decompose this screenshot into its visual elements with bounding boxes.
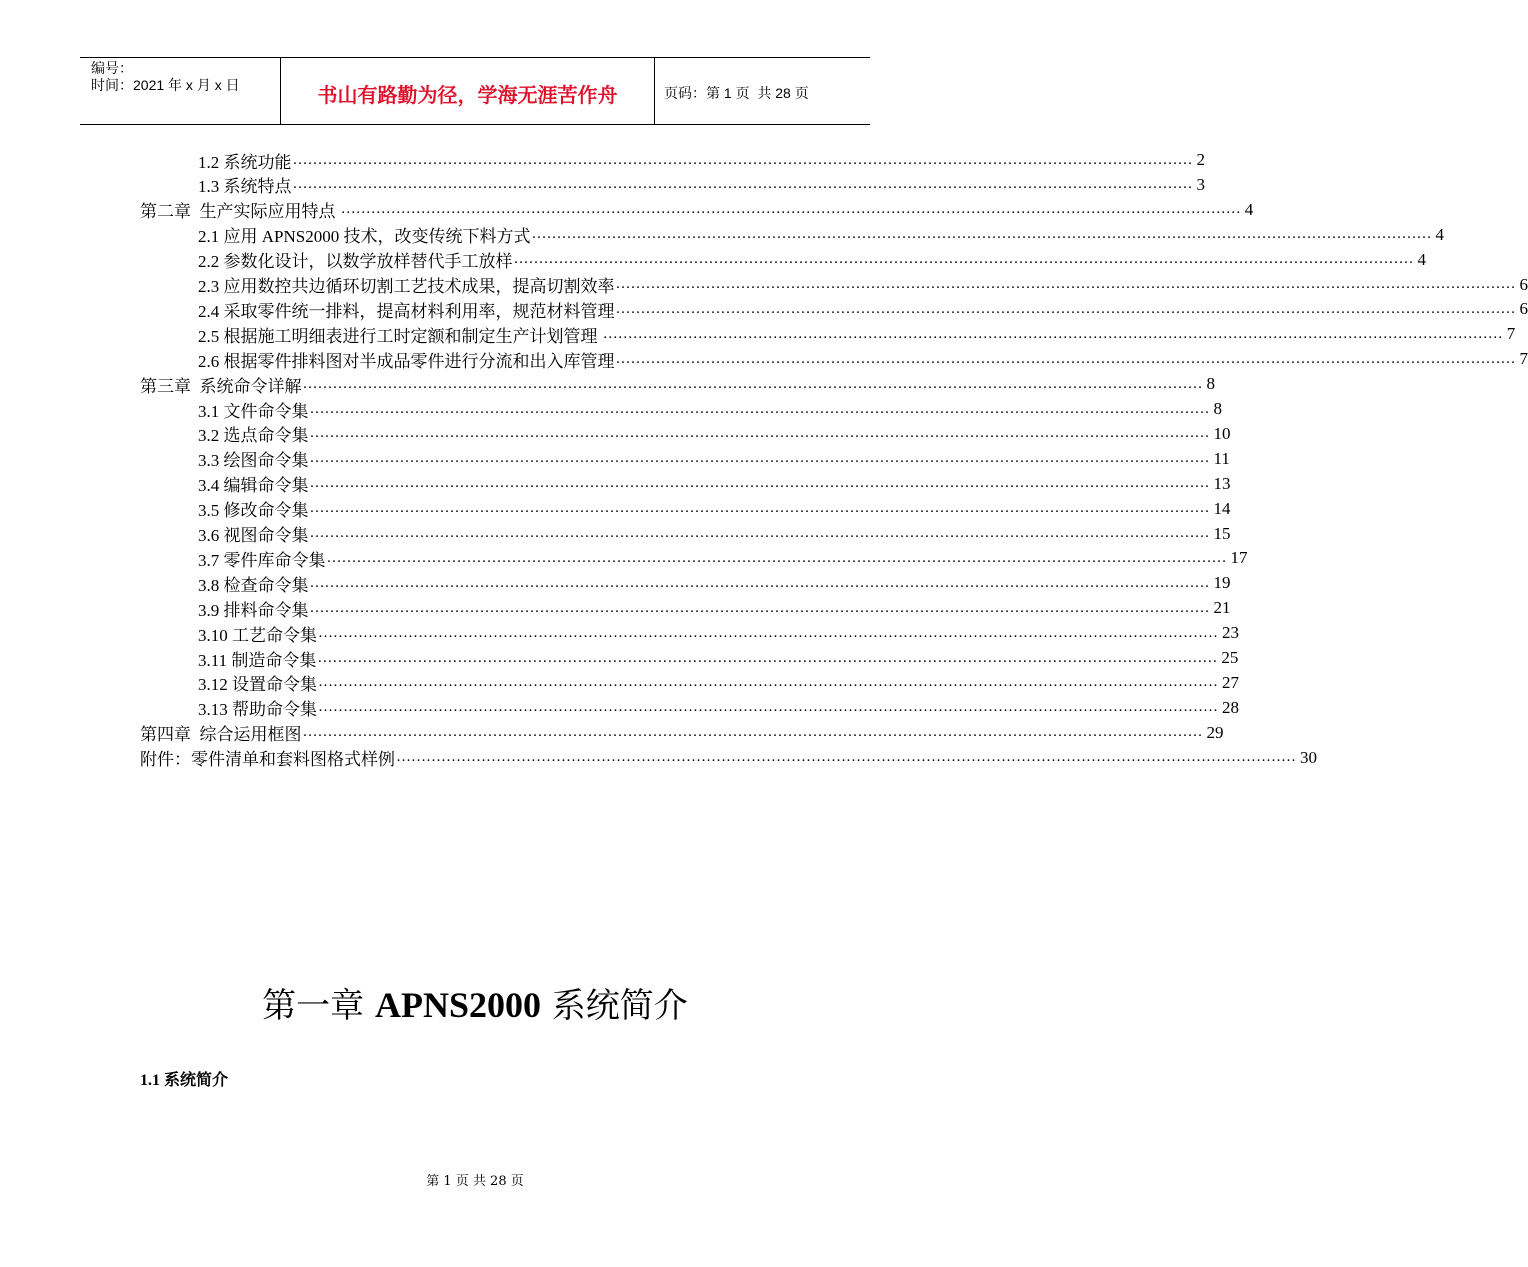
toc-entry-title: 3.8 检查命令集 [198, 575, 309, 595]
toc-entry-page: 14 [1213, 498, 1231, 518]
toc-entry[interactable] [198, 646, 1239, 670]
toc-entry[interactable] [198, 173, 1205, 197]
toc-entry[interactable] [140, 746, 1317, 770]
chapter-product-name: APNS2000 [374, 985, 541, 1025]
toc-entry[interactable] [140, 372, 1215, 396]
toc-entry-page: 21 [1213, 598, 1231, 618]
toc-entry[interactable] [198, 273, 1528, 297]
toc-leader-dots: ……………………………………………………………………………………………………………………………………………………………… [615, 276, 1516, 292]
toc-entry-title: 2.2 参数化设计，以数学放样替代手工放样 [198, 252, 513, 272]
document-header [80, 57, 870, 125]
toc-entry-page: 25 [1221, 648, 1239, 667]
toc-entry[interactable] [140, 198, 1254, 222]
toc-entry-page: 3 [1196, 174, 1205, 194]
toc-entry[interactable] [198, 571, 1231, 595]
header-page-info [655, 58, 870, 124]
toc-entry[interactable] [140, 721, 1224, 745]
toc-entry[interactable] [198, 322, 1516, 346]
toc-leader-dots: ……………………………………………………………………………………………………………………………………………………………… [326, 549, 1227, 566]
page-footer: 第 1 页 共 28 页 [426, 1174, 524, 1189]
toc-leader-dots: ……………………………………………………………………………………………………………………………………………………………… [309, 450, 1210, 467]
toc-entry-title: 3.7 零件库命令集 [198, 550, 326, 570]
toc-entry-title: 2.5 根据施工明细表进行工时定额和制定生产计划管理 [198, 326, 602, 346]
document-date: 时间：2021 年 x 月 x 日 [91, 77, 240, 93]
toc-entry-title: 2.6 根据零件排料图对半成品零件进行分流和出入库管理 [198, 351, 615, 371]
toc-leader-dots: ……………………………………………………………………………………………………………………………………………………………… [302, 375, 1203, 392]
toc-leader-dots: ……………………………………………………………………………………………………………………………………………………………… [615, 350, 1516, 367]
toc-entry-page: 7 [1506, 324, 1516, 344]
toc-leader-dots: ……………………………………………………………………………………………………………………………………………………………… [531, 226, 1432, 243]
toc-entry-page: 27 [1222, 672, 1239, 692]
toc-entry-title: 2.3 应用数控共边循环切割工艺技术成果，提高切割效率 [198, 277, 615, 296]
toc-entry-title: 第二章 生产实际应用特点 [140, 202, 340, 222]
toc-entry-page: 4 [1435, 224, 1444, 244]
toc-entry-title: 2.1 应用 APNS2000 技术，改变传统下料方式 [198, 227, 531, 247]
toc-entry-title: 3.11 制造命令集 [198, 650, 317, 670]
toc-entry-title: 3.1 文件命令集 [198, 401, 309, 421]
toc-entry-page: 28 [1222, 697, 1239, 717]
toc-entry-page: 17 [1230, 548, 1248, 568]
toc-entry[interactable] [198, 472, 1231, 496]
toc-entry-page: 11 [1213, 448, 1230, 468]
toc-entry-title: 第三章 系统命令详解 [140, 376, 302, 396]
toc-entry-page: 23 [1222, 623, 1239, 643]
toc-entry[interactable] [198, 148, 1205, 172]
toc-leader-dots: ……………………………………………………………………………………………………………………………………………………………… [292, 151, 1193, 168]
toc-leader-dots: ……………………………………………………………………………………………………………………………………………………………… [602, 325, 1503, 342]
chapter-title [0, 978, 950, 1027]
section-title: 1.1 系统简介 [140, 1072, 229, 1089]
toc-entry[interactable] [198, 248, 1426, 272]
toc-entry[interactable] [198, 621, 1239, 645]
toc-leader-dots: ……………………………………………………………………………………………………………………………………………………………… [340, 201, 1241, 218]
document-number-label: 编号： [91, 60, 133, 76]
toc-entry-page: 2 [1196, 150, 1205, 169]
toc-entry-page: 7 [1519, 349, 1528, 369]
toc-entry-page: 4 [1417, 249, 1426, 269]
toc-entry-page: 15 [1213, 523, 1231, 543]
toc-entry-page: 4 [1244, 199, 1254, 219]
toc-entry-title: 3.3 绘图命令集 [198, 451, 309, 471]
toc-entry-page: 13 [1213, 473, 1231, 493]
toc-entry[interactable] [198, 596, 1231, 620]
page-info-text: 页码：第 1 页 共 28 页 [664, 85, 809, 101]
toc-entry[interactable] [198, 546, 1248, 570]
toc-entry-page: 6 [1519, 274, 1528, 294]
toc-leader-dots: ……………………………………………………………………………………………………………………………………………………………… [309, 525, 1210, 541]
toc-entry[interactable] [198, 671, 1239, 695]
toc-entry-title: 3.4 编辑命令集 [198, 476, 309, 496]
toc-entry-title: 3.6 视图命令集 [198, 526, 309, 545]
toc-entry-title: 3.12 设置命令集 [198, 675, 317, 695]
toc-entry-title: 3.2 选点命令集 [198, 426, 309, 446]
toc-leader-dots: ……………………………………………………………………………………………………………………………………………………………… [309, 400, 1210, 417]
toc-entry-title: 1.3 系统特点 [198, 177, 292, 197]
toc-leader-dots: ……………………………………………………………………………………………………………………………………………………………… [292, 176, 1193, 193]
toc-leader-dots: ……………………………………………………………………………………………………………………………………………………………… [513, 251, 1414, 268]
toc-entry-title: 3.13 帮助命令集 [198, 700, 317, 720]
toc-entry-page: 6 [1519, 299, 1528, 319]
toc-leader-dots: ……………………………………………………………………………………………………………………………………………………………… [317, 649, 1218, 666]
toc-entry-page: 30 [1300, 747, 1317, 767]
toc-entry-title: 3.10 工艺命令集 [198, 625, 317, 645]
toc-entry-page: 8 [1206, 374, 1215, 394]
chapter-suffix: 系统简介 [541, 986, 688, 1026]
toc-entry-title: 第四章 综合运用框图 [140, 725, 302, 745]
toc-leader-dots: ……………………………………………………………………………………………………………………………………………………………… [615, 300, 1516, 317]
toc-entry-title: 1.2 系统功能 [198, 152, 292, 172]
toc-entry[interactable] [198, 297, 1528, 321]
toc-entry[interactable] [198, 397, 1222, 421]
toc-entry-title: 2.4 采取零件统一排料，提高材料利用率，规范材料管理 [198, 301, 615, 321]
toc-leader-dots: ……………………………………………………………………………………………………………………………………………………………… [318, 699, 1218, 716]
toc-leader-dots: ……………………………………………………………………………………………………………………………………………………………… [302, 724, 1203, 741]
toc-leader-dots: ……………………………………………………………………………………………………………………………………………………………… [318, 674, 1218, 691]
toc-entry[interactable] [198, 422, 1231, 446]
toc-entry[interactable] [198, 497, 1231, 521]
toc-entry-title: 附件：零件清单和套料图格式样例 [140, 750, 395, 770]
toc-entry-page: 8 [1213, 399, 1222, 418]
toc-leader-dots: ……………………………………………………………………………………………………………………………………………………………… [396, 749, 1296, 766]
toc-entry-page: 29 [1206, 722, 1224, 742]
toc-leader-dots: ……………………………………………………………………………………………………………………………………………………………… [318, 624, 1218, 641]
toc-leader-dots: ……………………………………………………………………………………………………………………………………………………………… [309, 599, 1210, 616]
toc-leader-dots: ……………………………………………………………………………………………………………………………………………………………… [309, 574, 1210, 591]
header-meta [80, 58, 281, 124]
toc-leader-dots: ……………………………………………………………………………………………………………………………………………………………… [309, 500, 1210, 517]
toc-entry-page: 10 [1213, 423, 1231, 443]
toc-entry[interactable] [198, 522, 1231, 546]
toc-leader-dots: ……………………………………………………………………………………………………………………………………………………………… [309, 425, 1210, 442]
toc-entry[interactable] [198, 447, 1230, 471]
toc-entry[interactable] [198, 347, 1528, 371]
toc-entry-page: 19 [1213, 573, 1231, 593]
toc-leader-dots: ……………………………………………………………………………………………………………………………………………………………… [309, 475, 1210, 492]
toc-entry-title: 3.9 排料命令集 [198, 600, 309, 620]
header-motto: 书山有路勤为径，学海无涯苦作舟 [281, 58, 655, 124]
toc-entry[interactable] [198, 223, 1444, 247]
toc-entry-title: 3.5 修改命令集 [198, 501, 309, 521]
chapter-prefix: 第一章 [262, 986, 375, 1026]
toc-entry[interactable] [198, 696, 1239, 720]
